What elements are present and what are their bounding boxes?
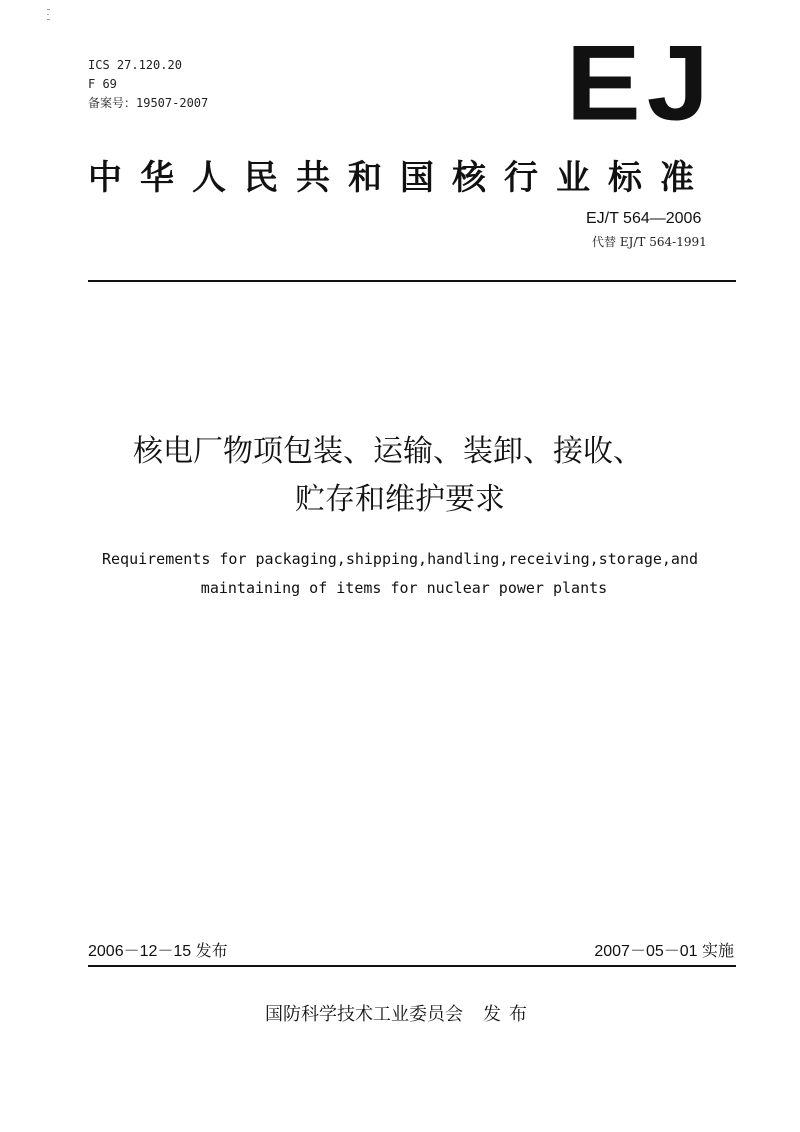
english-title-line-2: maintaining of items for nuclear power plants [200,579,608,597]
publisher-name: 国防科学技术工业委员会 [265,1004,463,1025]
standard-organization-title: 中华人民共和国核行业标准 [88,158,712,198]
header-divider [88,280,736,282]
scan-speck [46,8,56,22]
document-metadata [88,56,208,113]
registration-number: 备案号：19507-2007 [88,96,209,110]
effective-date: 2007－05－01 实施 [594,943,734,960]
publish-label: 发布 [483,1004,535,1025]
ej-logo: EJ [566,23,715,143]
chinese-title-line-1: 核电厂物项包装、运输、装卸、接收、 [133,434,643,469]
footer-divider [88,965,736,967]
publisher-line [0,1000,800,1026]
issue-date: 2006－12－15 发布 [88,943,228,960]
english-title-line-1: Requirements for packaging,shipping,handling,receiving,storage,and [101,550,699,568]
standard-number: EJ/T 564—2006 [586,210,702,227]
replaces-standard: 代替 EJ/T 564-1991 [592,235,707,249]
ics-code: ICS 27.120.20 [88,58,182,72]
classification-code: F 69 [88,77,117,91]
chinese-title-line-2: 贮存和维护要求 [295,482,505,517]
